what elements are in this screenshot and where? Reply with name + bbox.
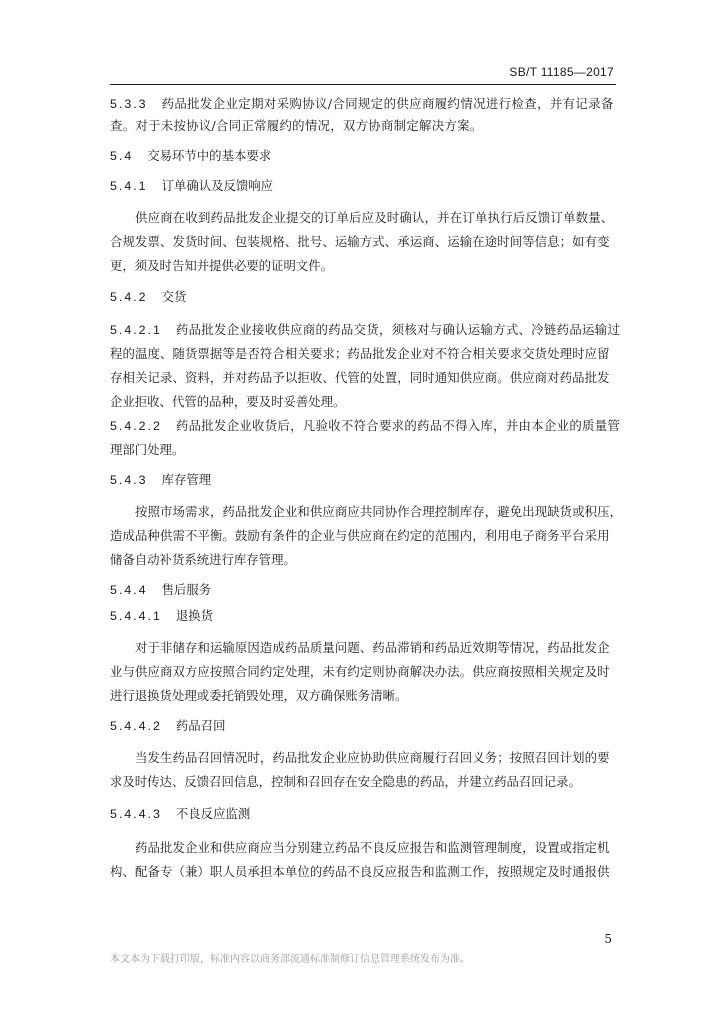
- footer-disclaimer: 本文本为下载打印版，标准内容以商务部流通标准制修订信息管理系统发布为准。: [110, 954, 470, 965]
- clause-5-4-2-1: [110, 322, 621, 338]
- clause-number: 5.4.2.1: [110, 323, 162, 337]
- section-heading-5-4-1: [110, 178, 616, 194]
- section-number: 5.4.4: [110, 583, 148, 597]
- paragraph-line: 造成品种供需不平衡。鼓励有条件的企业与供应商在约定的范围内，利用电子商务平台采用: [110, 528, 610, 543]
- section-title: 售后服务: [161, 582, 212, 597]
- section-heading-5-4-2: [110, 289, 616, 305]
- paragraph-line: 对于非储存和运输原因造成药品质量问题、药品滞销和药品近效期等情况，药品批发企: [135, 640, 610, 655]
- clause-text: 药品批发企业定期对采购协议/合同规定的供应商履约情况进行检查，并有记录备: [161, 96, 614, 111]
- section-heading-5-4-4-1: [110, 608, 616, 624]
- page-number: 5: [604, 932, 612, 946]
- section-title: 不良反应监测: [175, 806, 251, 821]
- standard-code: SB/T 11185—2017: [509, 65, 614, 79]
- section-heading-5-4-4-3: [110, 806, 616, 822]
- clause-number: 5.3.3: [110, 97, 148, 111]
- clause-text: 药品批发企业收货后，凡验收不符合要求的药品不得入库，并由本企业的质量管: [175, 418, 621, 433]
- section-title: 退换货: [175, 608, 214, 623]
- section-title: 库存管理: [161, 472, 212, 487]
- paragraph-line: 理部门处理。: [110, 442, 185, 457]
- section-number: 5.4.3: [110, 473, 148, 487]
- section-title: 交货: [161, 289, 187, 304]
- section-number: 5.4.4.1: [110, 609, 162, 623]
- section-number: 5.4.4.3: [110, 807, 162, 821]
- paragraph-line: 更，须及时告知并提供必要的证明文件。: [110, 258, 334, 273]
- paragraph-line: 求及时传达、反馈召回信息，控制和召回存在安全隐患的药品，并建立药品召回记录。: [110, 774, 581, 789]
- paragraph-line: 构、配备专（兼）职人员承担本单位的药品不良反应报告和监测工作，按照规定及时通报供: [110, 864, 610, 879]
- section-number: 5.4.2: [110, 290, 148, 304]
- section-title: 订单确认及反馈响应: [161, 178, 274, 193]
- paragraph-line: 程的温度、随货票据等是否符合相关要求；药品批发企业对不符合相关要求交货处理时应留: [110, 346, 610, 361]
- section-title: 药品召回: [175, 718, 226, 733]
- section-heading-5-4-4: [110, 582, 616, 598]
- paragraph-line: 业与供应商双方应按照合同约定处理，未有约定则协商解决办法。供应商按照相关规定及时: [110, 664, 610, 679]
- paragraph-line: 药品批发企业和供应商应当分别建立药品不良反应报告和监测管理制度，设置或指定机: [135, 840, 610, 855]
- clause-text-line: 查。对于未按协议/合同正常履约的情况，双方协商制定解决方案。: [110, 118, 483, 133]
- clause-5-4-2-2: [110, 418, 621, 434]
- paragraph-line: 按照市场需求，药品批发企业和供应商应共同协作合理控制库存，避免出现缺货或积压，: [135, 504, 623, 519]
- section-number: 5.4: [110, 149, 134, 163]
- section-heading-5-4-3: [110, 472, 616, 488]
- section-heading-5-4-4-2: [110, 718, 616, 734]
- section-heading-5-4: [110, 148, 616, 164]
- section-title: 交易环节中的基本要求: [147, 148, 272, 163]
- paragraph-line: 进行退换货处理或委托销毁处理，双方确保账务清晰。: [110, 688, 408, 703]
- clause-text: 药品批发企业接收供应商的药品交货，须核对与确认运输方式、冷链药品运输过: [175, 322, 621, 337]
- paragraph-line: 存相关记录、资料，并对药品予以拒收、代管的处置，同时通知供应商。供应商对药品批发: [110, 370, 610, 385]
- paragraph-line: 储备自动补货系统进行库存管理。: [110, 552, 296, 567]
- paragraph-line: 当发生药品召回情况时，药品批发企业应协助供应商履行召回义务；按照召回计划的要: [135, 750, 610, 765]
- clause-5-3-3: [110, 96, 616, 112]
- header-rule: [110, 84, 616, 85]
- clause-number: 5.4.2.2: [110, 419, 162, 433]
- paragraph-line: 合规发票、发货时间、包装规格、批号、运输方式、承运商、运输在途时间等信息；如有变: [110, 234, 610, 249]
- section-number: 5.4.1: [110, 179, 148, 193]
- paragraph-line: 供应商在收到药品批发企业提交的订单后应及时确认，并在订单执行后反馈订单数量、: [135, 210, 614, 225]
- paragraph-line: 企业拒收、代管的品种，要及时妥善处理。: [110, 394, 346, 409]
- section-number: 5.4.4.2: [110, 719, 162, 733]
